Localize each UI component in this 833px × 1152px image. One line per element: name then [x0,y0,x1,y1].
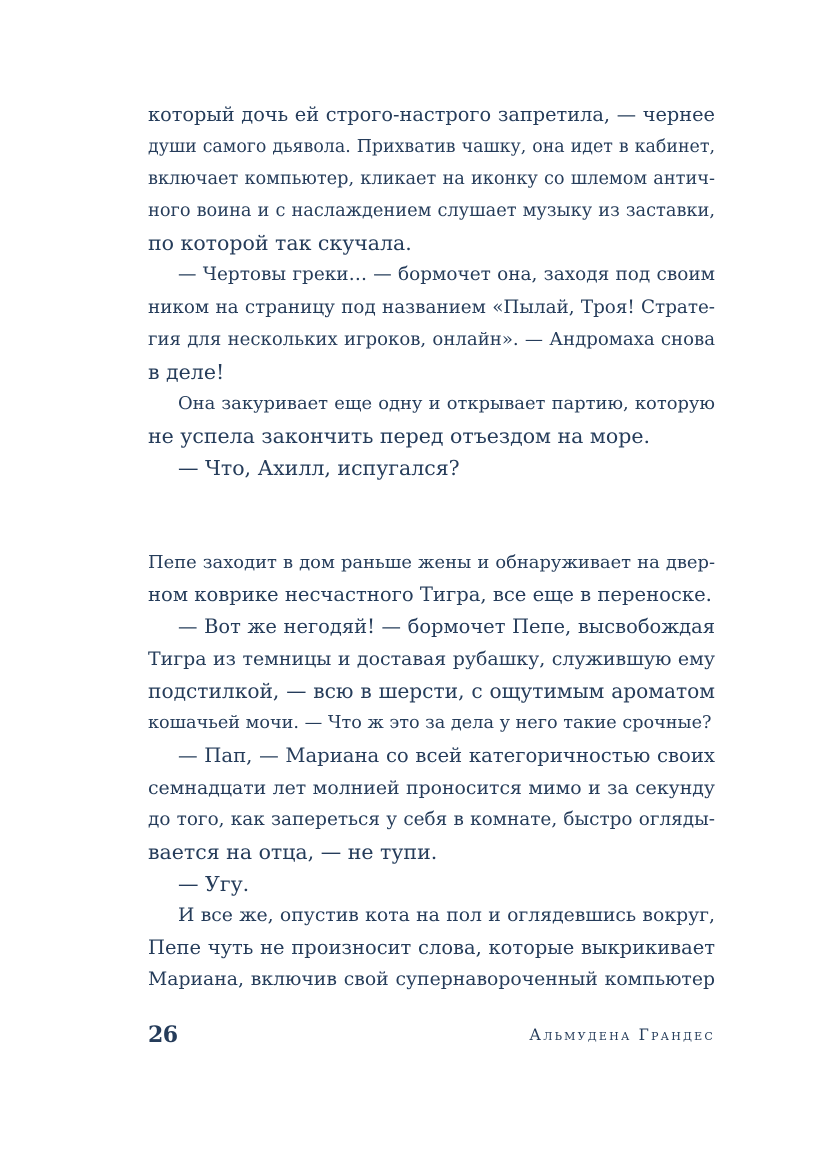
text-line: включает компьютер, кликает на иконку со шлемом антич- [148,169,715,190]
text-line: кошачьей мочи. — Что ж это за дела у него такие срочные? [148,713,712,734]
text-line: Тигра из темницы и доставая рубашку, служившую ему [148,648,715,671]
text-line: — Угу. [178,871,250,896]
text-line: ного воина и с наслаждением слушает музыку из заставки, [148,201,715,222]
text-line: Пепе чуть не произносит слова, которые выкрикивает [148,936,715,960]
text-line: ником на страницу под названием «Пылай, Троя! Страте- [148,296,715,318]
text-line: по которой так скучала. [148,231,412,256]
text-line: ном коврике несчастного Тигра, все еще в переноске. [148,583,712,607]
text-line: — Вот же негодяй! — бормочет Пепе, высвобождая [178,615,715,639]
text-line: Мариана, включив свой супернавороченный компьютер [148,969,715,991]
page-number: 26 [148,1022,178,1048]
running-head-author: Альмудена Грандес [529,1026,715,1044]
text-line: подстилкой, — всю в шерсти, с ощутимым ароматом [148,679,715,704]
text-line: И все же, опустив кота на пол и оглядевшись вокруг, [178,905,715,927]
text-section-2 [148,547,715,996]
text-line: который дочь ей строго-настрого запретила, — чернее [148,103,715,126]
text-line: в деле! [148,359,225,384]
text-line: души самого дьявола. Прихватив чашку, она идет в кабинет, [148,137,715,158]
text-line: — Что, Ахилл, испугался? [178,456,460,481]
text-line: — Чертовы греки… — бормочет она, заходя под своим [178,264,715,286]
text-line: Пепе заходит в дом раньше жены и обнаруживает на двер- [148,552,715,573]
text-line: семнадцати лет молнией проносится мимо и за секунду [148,776,715,799]
page-footer [148,1022,715,1054]
text-line: Она закуривает еще одну и открывает партию, которую [178,392,715,414]
text-line: вается на отца, — не тупи. [148,839,438,864]
text-line: — Пап, — Мариана со всей категоричностью своих [178,743,715,767]
text-line: гия для нескольких игроков, онлайн». — Андромаха снова [148,328,715,350]
text-line: до того, как запереться у себя в комнате, быстро огляды- [148,808,715,830]
text-line: не успела закончить перед отъездом на море. [148,423,650,448]
text-section-1 [148,99,715,484]
